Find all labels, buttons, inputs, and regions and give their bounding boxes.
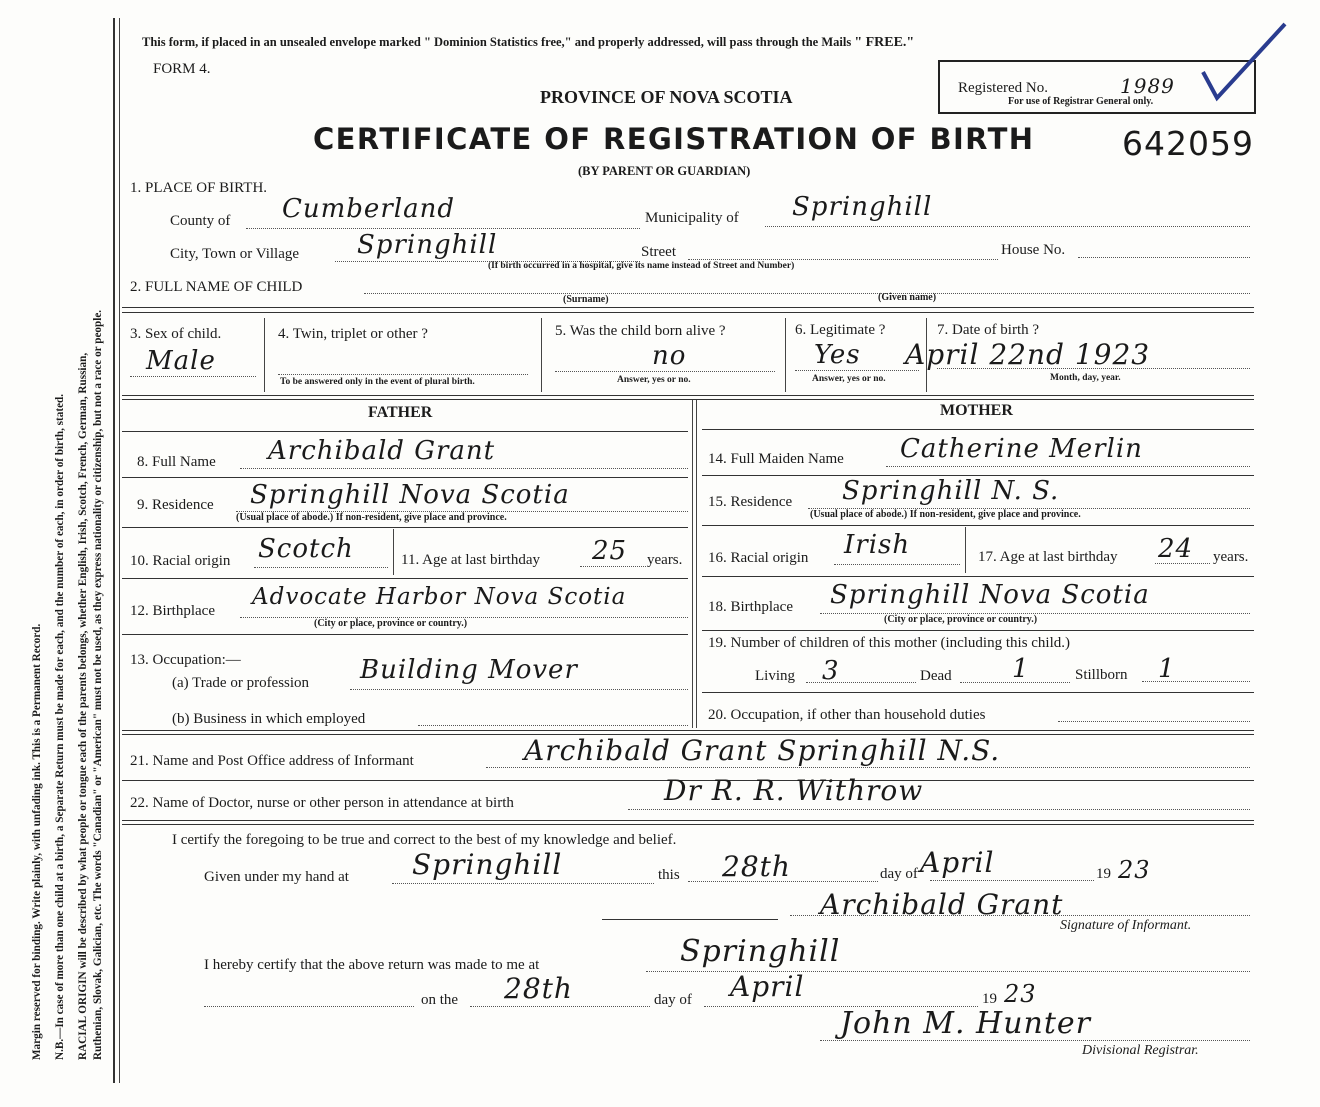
- mother-birthplace-value: Springhill Nova Scotia: [830, 580, 1150, 610]
- mother-name-value: Catherine Merlin: [900, 434, 1143, 464]
- registrar-month-value: April: [730, 970, 805, 1003]
- given-year-value: 23: [1118, 856, 1151, 884]
- born-alive-value: no: [652, 341, 687, 371]
- mother-residence-note: (Usual place of abode.) If non-resident, give place and province.: [810, 509, 1081, 520]
- given-day-of-label: day of: [880, 866, 918, 882]
- given-place-value: Springhill: [412, 848, 563, 881]
- binding-line-inner: [119, 18, 120, 1083]
- father-residence-label: 9. Residence: [137, 497, 214, 513]
- born-alive-label: 5. Was the child born alive ?: [555, 323, 726, 339]
- father-mother-divider: [692, 400, 693, 728]
- stillborn-value: 1: [1158, 654, 1176, 684]
- street-note: (If birth occurred in a hospital, give its name instead of Street and Number): [488, 261, 795, 271]
- dead-label: Dead: [920, 668, 952, 684]
- mother-name-label: 14. Full Maiden Name: [708, 451, 844, 467]
- father-residence-value: Springhill Nova Scotia: [250, 480, 570, 510]
- living-value: 3: [822, 656, 840, 686]
- registrar-year-prefix: 19: [982, 991, 997, 1007]
- legitimate-note: Answer, yes or no.: [812, 374, 886, 384]
- mother-birthplace-note: (City or place, province or country.): [884, 614, 1038, 625]
- doctor-value: Dr R. R. Withrow: [664, 774, 924, 807]
- father-heading: FATHER: [368, 404, 433, 421]
- county-label: County of: [170, 213, 231, 229]
- father-business-label: (b) Business in which employed: [172, 711, 366, 727]
- place-of-birth-heading: 1. PLACE OF BIRTH.: [130, 180, 268, 196]
- margin-note-binding: Margin reserved for binding. Write plainly, with unfading ink. This is a Permanent Record.: [31, 623, 43, 1060]
- checkmark-icon: [1195, 20, 1290, 105]
- mother-birthplace-label: 18. Birthplace: [708, 599, 793, 615]
- municipality-value: Springhill: [792, 192, 933, 222]
- registered-value: 1989: [1120, 74, 1175, 98]
- father-occupation-label: 13. Occupation:—: [130, 652, 241, 668]
- date-of-birth-note: Month, day, year.: [1050, 373, 1121, 383]
- informant-signature-caption: Signature of Informant.: [1060, 918, 1192, 933]
- legitimate-label: 6. Legitimate ?: [795, 322, 886, 338]
- mother-age-unit: years.: [1213, 549, 1249, 565]
- informant-value: Archibald Grant Springhill N.S.: [524, 734, 1001, 767]
- informant-signature: Archibald Grant: [820, 888, 1064, 921]
- registrar-signature: John M. Hunter: [840, 1006, 1092, 1041]
- street-label: Street: [641, 244, 676, 260]
- registrar-day-of-label: day of: [654, 992, 692, 1008]
- mother-occupation-label: 20. Occupation, if other than household duties: [708, 707, 986, 723]
- binding-line: [113, 18, 115, 1083]
- stillborn-label: Stillborn: [1075, 667, 1128, 683]
- mail-notice: This form, if placed in an unsealed envelope marked " Dominion Statistics free," and properly addressed, will pass through the Mails " FREE.": [142, 35, 915, 50]
- margin-note-plural-birth: N.B.—In case of more than one child at a birth, a Separate Return must be made for each, and the number of each, in order of birth, stated.: [54, 393, 66, 1060]
- father-trade-label: (a) Trade or profession: [172, 675, 310, 691]
- house-number-label: House No.: [1001, 242, 1066, 258]
- father-birthplace-note: (City or place, province or country.): [314, 618, 468, 629]
- father-trade-value: Building Mover: [360, 655, 578, 685]
- mother-racial-origin-value: Irish: [844, 530, 911, 560]
- living-label: Living: [755, 668, 795, 684]
- province-heading: PROVINCE OF NOVA SCOTIA: [540, 87, 793, 107]
- stamp-number: 642059: [1122, 124, 1254, 163]
- county-value: Cumberland: [282, 194, 455, 224]
- city-value: Springhill: [357, 230, 498, 260]
- given-name-note: (Given name): [878, 292, 937, 303]
- surname-note: (Surname): [563, 294, 609, 305]
- twin-label: 4. Twin, triplet or other ?: [278, 326, 428, 342]
- registrar-statement: I hereby certify that the above return was made to me at: [204, 957, 540, 973]
- certificate-title: CERTIFICATE OF REGISTRATION OF BIRTH: [313, 122, 1035, 156]
- registrar-signature-caption: Divisional Registrar.: [1082, 1043, 1199, 1058]
- legitimate-value: Yes: [814, 340, 861, 370]
- sex-label: 3. Sex of child.: [130, 326, 222, 342]
- father-birthplace-value: Advocate Harbor Nova Scotia: [252, 584, 627, 610]
- sex-value: Male: [146, 346, 216, 376]
- date-of-birth-label: 7. Date of birth ?: [937, 322, 1040, 338]
- registered-label: Registered No.: [958, 80, 1048, 96]
- mother-heading: MOTHER: [940, 402, 1013, 419]
- twin-note: To be answered only in the event of plural birth.: [280, 377, 475, 387]
- registrar-year-value: 23: [1004, 980, 1037, 1008]
- registered-note: For use of Registrar General only.: [1008, 96, 1154, 107]
- given-month-value: April: [920, 846, 995, 879]
- certificate-subtitle: (BY PARENT OR GUARDIAN): [578, 164, 751, 178]
- on-the-label: on the: [421, 992, 459, 1008]
- informant-label: 21. Name and Post Office address of Informant: [130, 753, 414, 769]
- this-label: this: [658, 867, 680, 883]
- margin-note-racial-origin: RACIAL ORIGIN will be described by what people or tongue each of the parents belongs, whether English, Irish, Scotch, French, German, Russian,: [77, 352, 89, 1060]
- child-name-label: 2. FULL NAME OF CHILD: [130, 279, 303, 295]
- mother-children-label: 19. Number of children of this mother (including this child.): [708, 635, 1071, 651]
- dead-value: 1: [1012, 654, 1030, 684]
- date-of-birth-value: April 22nd 1923: [905, 338, 1151, 371]
- doctor-label: 22. Name of Doctor, nurse or other person in attendance at birth: [130, 795, 514, 811]
- form-number: FORM 4.: [153, 61, 211, 77]
- mother-residence-label: 15. Residence: [708, 494, 793, 510]
- given-day-value: 28th: [722, 850, 791, 883]
- father-racial-origin-label: 10. Racial origin: [130, 553, 231, 569]
- father-name-value: Archibald Grant: [268, 436, 496, 466]
- mother-racial-origin-label: 16. Racial origin: [708, 550, 809, 566]
- city-label: City, Town or Village: [170, 246, 300, 262]
- mother-residence-value: Springhill N. S.: [842, 476, 1060, 506]
- father-name-label: 8. Full Name: [137, 454, 216, 470]
- given-under-label: Given under my hand at: [204, 869, 349, 885]
- born-alive-note: Answer, yes or no.: [617, 375, 691, 385]
- father-birthplace-label: 12. Birthplace: [130, 603, 215, 619]
- certify-statement: I certify the foregoing to be true and correct to the best of my knowledge and belief.: [172, 832, 677, 848]
- mother-age-label: 17. Age at last birthday: [978, 549, 1118, 565]
- mother-age-value: 24: [1158, 534, 1194, 564]
- father-racial-origin-value: Scotch: [258, 534, 354, 564]
- margin-note-nationality: Ruthenian, Slovak, Galician, etc. The words "Canadian" or "American" must not be used, as they express nationality or citizenship, but not a race or people.: [92, 309, 104, 1060]
- registrar-day-value: 28th: [504, 972, 573, 1005]
- father-residence-note: (Usual place of abode.) If non-resident, give place and province.: [236, 512, 507, 523]
- given-year-prefix: 19: [1096, 866, 1111, 882]
- registrar-place-value: Springhill: [680, 934, 841, 969]
- municipality-label: Municipality of: [645, 210, 739, 226]
- father-age-value: 25: [592, 536, 628, 566]
- father-age-label: 11. Age at last birthday: [401, 552, 540, 568]
- father-age-unit: years.: [647, 552, 683, 568]
